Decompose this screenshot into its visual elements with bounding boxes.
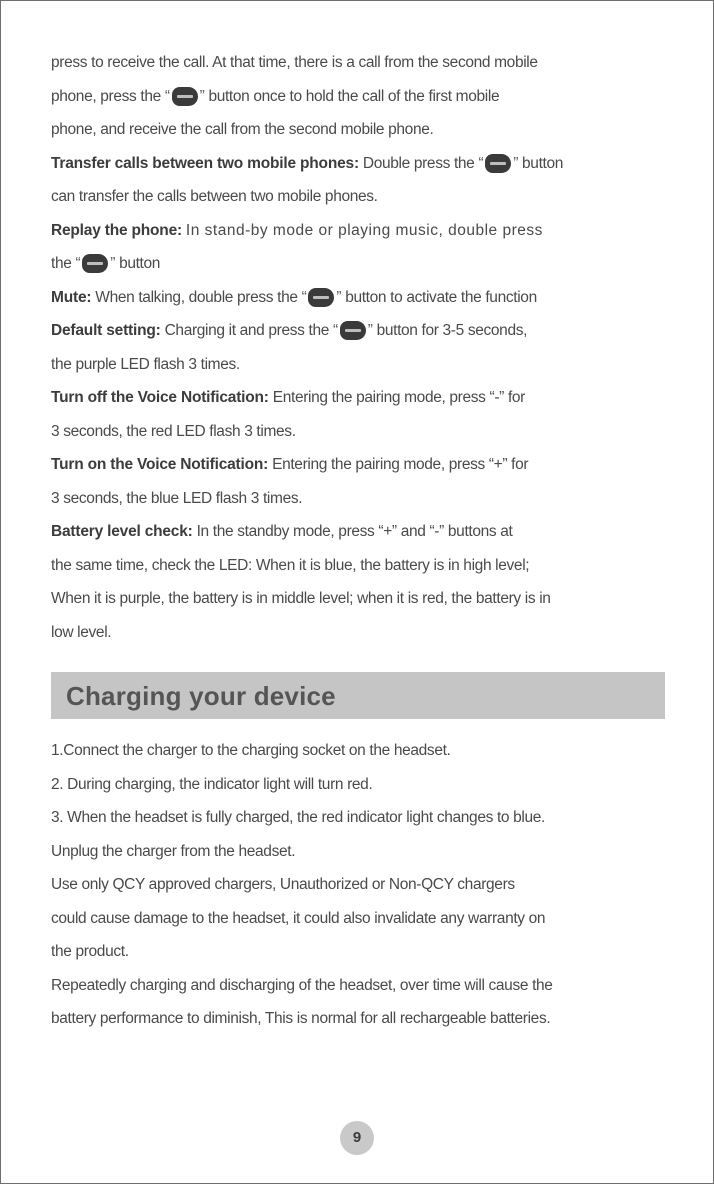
minus-key-label: “-”: [489, 389, 504, 406]
voice-off-label: Turn off the Voice Notification:: [51, 389, 269, 406]
list-item: the product.: [51, 943, 129, 960]
qcy-button-icon: [172, 87, 198, 106]
page-number-badge: 9: [340, 1121, 374, 1155]
minus-key-label: “-”: [429, 523, 444, 540]
list-item: 3. When the headset is fully charged, the red indicator light changes to blue.: [51, 809, 545, 826]
section-header-bar: [51, 672, 665, 719]
paragraph-line: phone, and receive the call from the second mobile phone.: [51, 121, 434, 138]
battery-check-item: Battery level check: In the standby mode, press “+” and “-” buttons at: [51, 523, 513, 540]
mute-item: Mute: When talking, double press the “ ” button to activate the function: [51, 288, 537, 306]
replay-label: Replay the phone:: [51, 221, 182, 239]
voice-off-item: Turn off the Voice Notification: Entering the pairing mode, press “-” for: [51, 389, 525, 406]
section-title: Charging your device: [66, 681, 336, 711]
qcy-button-icon: [485, 154, 511, 173]
list-item: battery performance to diminish, This is normal for all rechargeable batteries.: [51, 1010, 551, 1027]
qcy-button-icon: [340, 321, 366, 340]
list-item: Repeatedly charging and discharging of the headset, over time will cause the: [51, 976, 553, 994]
transfer-calls-item: Transfer calls between two mobile phones: Double press the “ ” button: [51, 154, 564, 172]
qcy-button-icon: [82, 254, 108, 273]
paragraph-line: the same time, check the LED: When it is blue, the battery is in high level;: [51, 556, 530, 574]
default-setting-label: Default setting:: [51, 322, 161, 339]
paragraph-line: 3 seconds, the blue LED flash 3 times.: [51, 489, 303, 507]
voice-on-label: Turn on the Voice Notification:: [51, 456, 269, 473]
paragraph-line: low level.: [51, 623, 112, 641]
replay-item: Replay the phone: In stand-by mode or playing music, double press: [51, 221, 543, 239]
paragraph-line: press to receive the call. At that time, there is a call from the second mobile: [51, 54, 538, 71]
charging-instructions: [51, 734, 671, 1036]
instructions-block: [51, 46, 671, 649]
mute-label: Mute:: [51, 288, 92, 306]
battery-check-label: Battery level check:: [51, 523, 193, 540]
list-item: Unplug the charger from the headset.: [51, 842, 296, 860]
paragraph-line: the purple LED flash 3 times.: [51, 355, 240, 373]
qcy-button-icon: [308, 288, 334, 307]
paragraph-line: phone, press the “ ” button once to hold the call of the first mobile: [51, 87, 500, 105]
plus-key-label: “+”: [488, 456, 508, 473]
paragraph-line: the “ ” button: [51, 255, 161, 272]
voice-on-item: Turn on the Voice Notification: Entering the pairing mode, press “+” for: [51, 456, 529, 473]
list-item: 2. During charging, the indicator light will turn red.: [51, 775, 373, 793]
list-item: 1.Connect the charger to the charging socket on the headset.: [51, 742, 451, 759]
paragraph-line: When it is purple, the battery is in middle level; when it is red, the battery is in: [51, 590, 551, 607]
list-item: Use only QCY approved chargers, Unauthorized or Non-QCY chargers: [51, 876, 515, 893]
plus-key-label: “+”: [378, 523, 397, 540]
list-item: could cause damage to the headset, it could also invalidate any warranty on: [51, 909, 546, 927]
transfer-calls-label: Transfer calls between two mobile phones:: [51, 154, 359, 172]
paragraph-line: 3 seconds, the red LED flash 3 times.: [51, 422, 296, 440]
default-setting-item: Default setting: Charging it and press the “ ” button for 3-5 seconds,: [51, 322, 528, 339]
paragraph-line: can transfer the calls between two mobile phones.: [51, 188, 378, 205]
